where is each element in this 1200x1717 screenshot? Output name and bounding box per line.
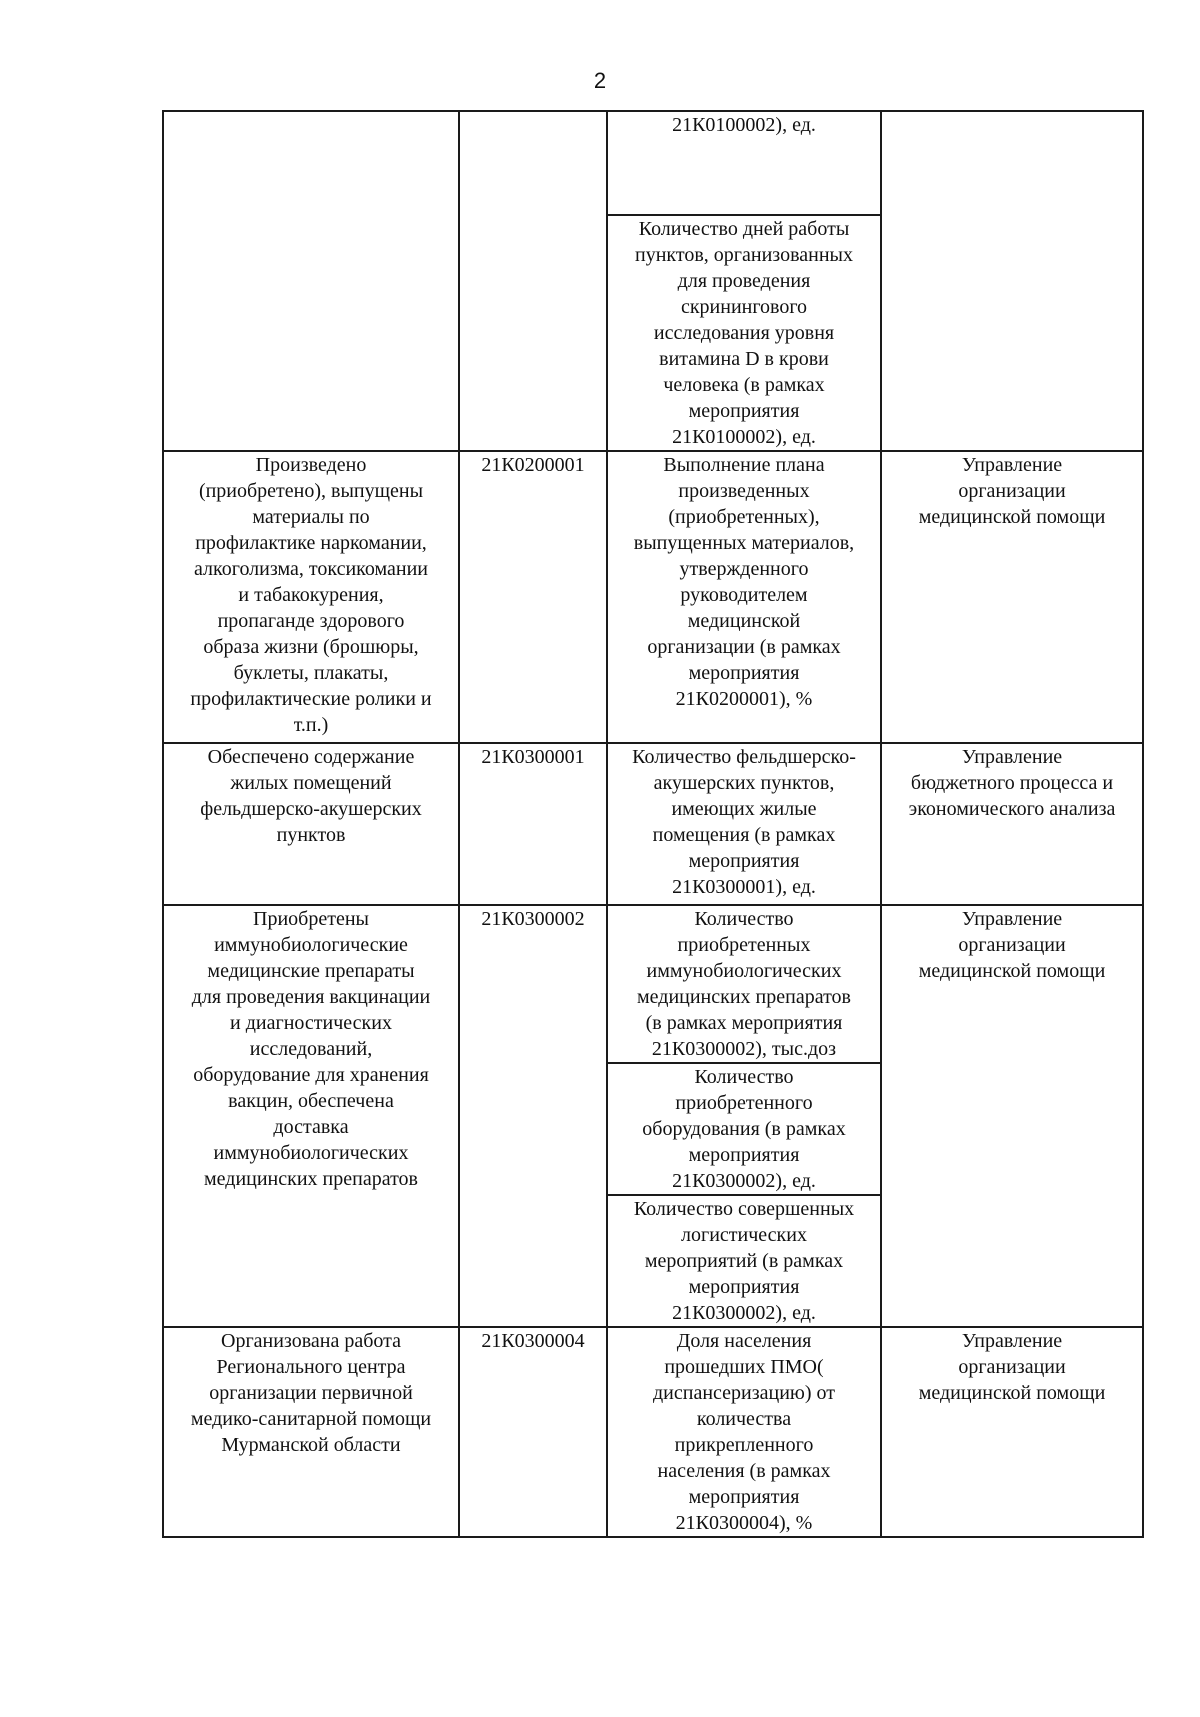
responsible-cell: Управление организации медицинской помощи [881,1327,1143,1537]
responsible-cell: Управление бюджетного процесса и экономического анализа [881,743,1143,905]
table-row [163,905,1143,1063]
table-row [163,111,1143,215]
page-number: 2 [593,68,607,93]
indicators-table [162,110,1144,1538]
code-cell: 21К0300002 [459,905,607,1327]
indicator-cell: Количество приобретенного оборудования (в рамках мероприятия 21К0300002), ед. [607,1063,881,1195]
table-row [163,451,1143,743]
indicator-cell: Количество фельдшерско- акушерских пунктов, имеющих жилые помещения (в рамках мероприятия 21К0300001), ед. [607,743,881,905]
result-cell [163,111,459,451]
code-cell: 21К0300001 [459,743,607,905]
table-row [163,743,1143,905]
result-cell: Организована работа Регионального центра организации первичной медико-санитарной помощи Мурманской области [163,1327,459,1537]
code-cell: 21К0200001 [459,451,607,743]
result-cell: Приобретены иммунобиологические медицинские препараты для проведения вакцинации и диагностических исследований, оборудование для хранения вакцин, обеспечена доставка иммунобиологических медицинских препаратов [163,905,459,1327]
responsible-cell [881,111,1143,451]
indicator-cell: Количество дней работы пунктов, организованных для проведения скринингового исследования уровня витамина D в крови человека (в рамках мероприятия 21К0100002), ед. [607,215,881,451]
code-cell: 21К0300004 [459,1327,607,1537]
indicator-cell: Количество совершенных логистических мероприятий (в рамках мероприятия 21К0300002), ед. [607,1195,881,1327]
table-row [163,1327,1143,1537]
responsible-cell: Управление организации медицинской помощи [881,451,1143,743]
indicator-cell: Выполнение плана произведенных (приобретенных), выпущенных материалов, утвержденного руководителем медицинской организации (в рамках мероприятия 21К0200001), % [607,451,881,743]
indicator-cell: Доля населения прошедших ПМО( диспансеризацию) от количества прикрепленного населения (в рамках мероприятия 21К0300004), % [607,1327,881,1537]
indicator-cell: Количество приобретенных иммунобиологических медицинских препаратов (в рамках мероприятия 21К0300002), тыс.доз [607,905,881,1063]
code-cell [459,111,607,451]
responsible-cell: Управление организации медицинской помощи [881,905,1143,1327]
result-cell: Произведено (приобретено), выпущены материалы по профилактике наркомании, алкоголизма, токсикомании и табакокурения, пропаганде здорового образа жизни (брошюры, буклеты, плакаты, профилактические ролики и т.п.) [163,451,459,743]
result-cell: Обеспечено содержание жилых помещений фельдшерско-акушерских пунктов [163,743,459,905]
indicator-cell: 21К0100002), ед. [607,111,881,215]
